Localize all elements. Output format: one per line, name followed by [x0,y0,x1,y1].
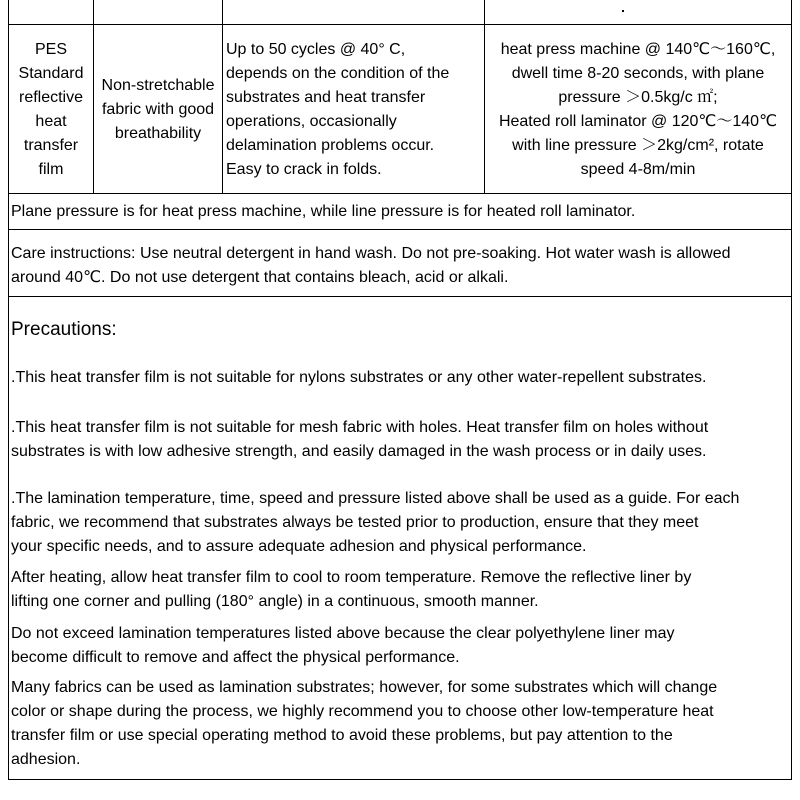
material-line: Standard [18,65,84,82]
fabric-line: breathability [114,125,202,142]
care-instructions [11,242,787,290]
durability-line: depends on the condition of the [226,65,450,82]
material-cell [9,38,93,182]
care-line: around 40℃. Do not use detergent that contains bleach, acid or alkali. [11,269,509,286]
table-row-bottom-border [8,193,792,194]
durability-line: Up to 50 cycles @ 40° C, [226,41,406,58]
precaution-line: fabric, we recommend that substrates always be tested prior to production, ensure that they meet [11,514,699,531]
process-line: dwell time 8-20 seconds, with plane [511,65,765,82]
pressure-note: Plane pressure is for heat press machine, while line pressure is for heated roll laminator. [11,203,636,220]
material-line: heat [35,113,67,130]
material-line: PES [34,41,67,58]
care-line: Care instructions: Use neutral detergent in hand wash. Do not pre-soaking. Hot water wash is allowed [11,245,731,262]
precaution-line: transfer film or use special operating method to avoid these problems, but pay attention to the [11,727,673,744]
precaution-line: Do not exceed lamination temperatures listed above because the clear polyethylene liner may [11,625,675,642]
precaution-line: lifting one corner and pulling (180° angle) in a continuous, smooth manner. [11,593,539,610]
precaution-line: Many fabrics can be used as lamination substrates; however, for some substrates which will change [11,679,718,696]
precaution-item-substrates [11,676,787,772]
material-line: film [38,161,64,178]
precaution-line: After heating, allow heat transfer film to cool to room temperature. Remove the reflective liner by [11,569,692,586]
process-line: Heated roll laminator @ 120℃～140℃ [498,113,778,130]
precaution-line: become difficult to remove and affect the physical performance. [11,649,460,666]
column-divider-2 [222,0,223,194]
process-line: pressure ＞0.5kg/c ㎡; [558,89,718,106]
durability-line: substrates and heat transfer [226,89,426,106]
precaution-item-temperature [11,622,787,670]
care-bottom-border [8,296,792,297]
precaution-line: .The lamination temperature, time, speed and pressure listed above shall be used as a guide. For each [11,490,740,507]
precaution-item-guide [11,487,787,559]
precaution-line: substrates is with low adhesive strength, and easily damaged in the wash process or in daily uses. [11,443,707,460]
precautions-heading: Precautions: [11,319,117,340]
durability-line: delamination problems occur. [226,137,435,154]
precaution-item-cooling [11,566,787,614]
material-line: transfer [23,137,79,154]
process-line: speed 4-8m/min [580,161,696,178]
durability-line: Easy to crack in folds. [226,161,382,178]
document-bottom-border [8,779,792,780]
fabric-line: fabric with good [101,101,215,118]
fabric-line: Non-stretchable [101,77,215,94]
precaution-item-nylon: .This heat transfer film is not suitable for nylons substrates or any other water-repellent substrates. [11,369,707,386]
material-line: reflective [18,89,84,106]
precaution-line: your specific needs, and to assure adequate adhesion and physical performance. [11,538,587,555]
precaution-line: color or shape during the process, we highly recommend you to choose other low-temperature heat [11,703,714,720]
stray-mark [622,10,624,12]
durability-cell [226,38,482,182]
process-line: with line pressure ＞2kg/cm², rotate [512,137,764,154]
precaution-line: .This heat transfer film is not suitable for mesh fabric with holes. Heat transfer film on holes without [11,419,709,436]
precaution-item-mesh [11,416,787,464]
durability-line: operations, occasionally [226,113,397,130]
process-line: heat press machine @ 140℃～160℃, [500,41,776,58]
pressure-note-bottom-border [8,229,792,230]
table-row-top-border [8,24,792,25]
precaution-line: adhesion. [11,751,81,768]
process-cell [485,38,791,182]
fabric-cell [94,74,222,146]
